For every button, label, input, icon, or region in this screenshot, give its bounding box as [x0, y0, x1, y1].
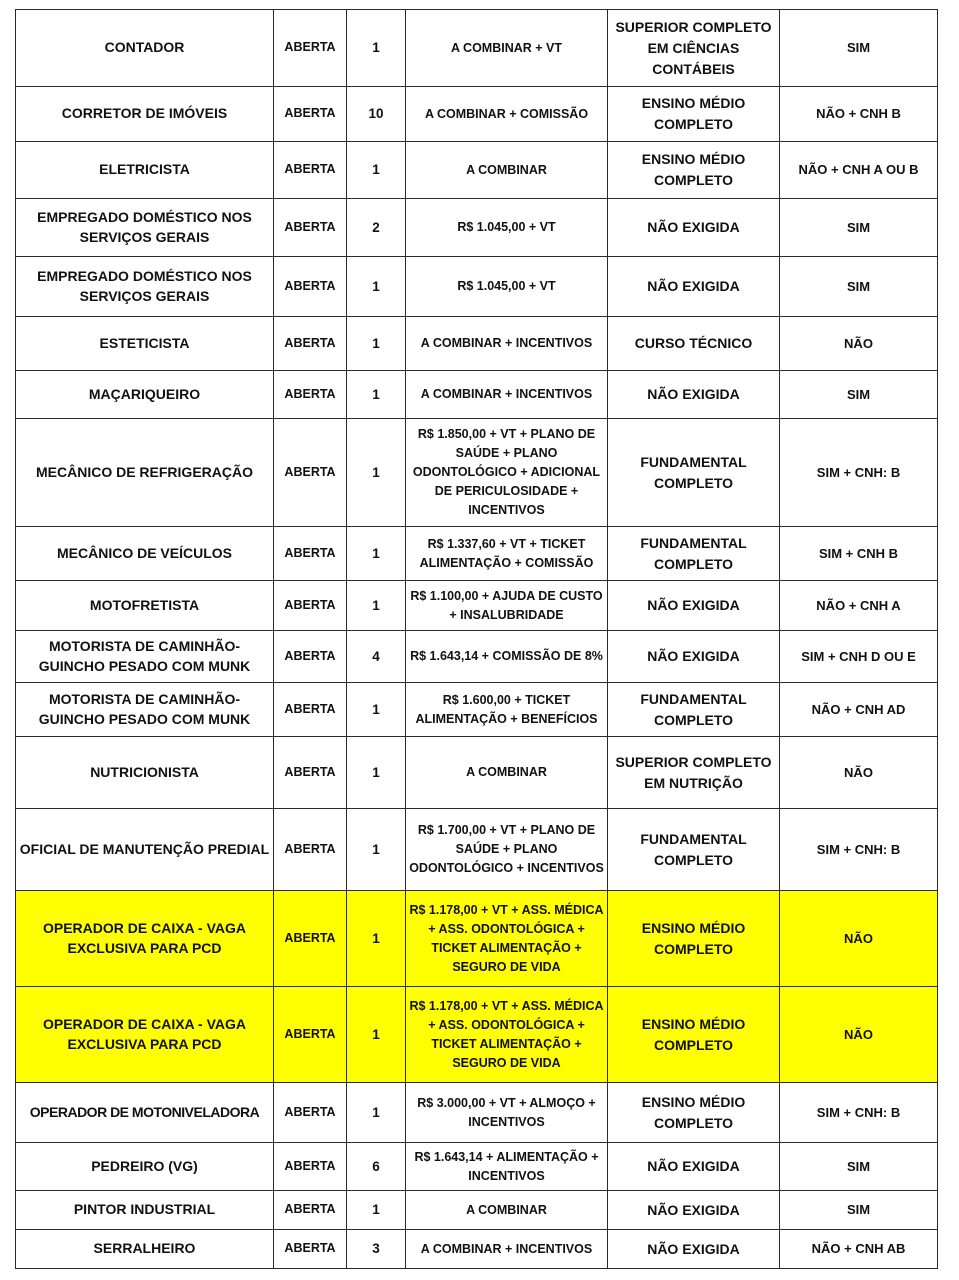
- job-title-cell: MECÂNICO DE REFRIGERAÇÃO: [16, 419, 274, 527]
- openings-count-cell: 10: [347, 87, 406, 142]
- salary-cell: R$ 1.100,00 + AJUDA DE CUSTO + INSALUBRIDADE: [406, 581, 608, 631]
- status-cell: ABERTA: [274, 199, 347, 257]
- openings-count-cell: 2: [347, 199, 406, 257]
- status-cell: ABERTA: [274, 1230, 347, 1269]
- experience-cell: NÃO: [780, 317, 938, 371]
- job-title-cell: PEDREIRO (VG): [16, 1143, 274, 1191]
- table-row: [16, 527, 938, 581]
- openings-count-cell: 1: [347, 581, 406, 631]
- experience-cell: SIM + CNH: B: [780, 1083, 938, 1143]
- education-cell: FUNDAMENTAL COMPLETO: [608, 419, 780, 527]
- openings-count-cell: 1: [347, 891, 406, 987]
- table-row: [16, 1191, 938, 1230]
- experience-cell: NÃO: [780, 737, 938, 809]
- education-cell: NÃO EXIGIDA: [608, 631, 780, 683]
- job-title-cell: EMPREGADO DOMÉSTICO NOS SERVIÇOS GERAIS: [16, 199, 274, 257]
- openings-count-cell: 1: [347, 737, 406, 809]
- education-cell: NÃO EXIGIDA: [608, 257, 780, 317]
- education-cell: ENSINO MÉDIO COMPLETO: [608, 87, 780, 142]
- experience-cell: NÃO + CNH AD: [780, 683, 938, 737]
- salary-cell: A COMBINAR: [406, 737, 608, 809]
- openings-count-cell: 1: [347, 1083, 406, 1143]
- openings-count-cell: 1: [347, 987, 406, 1083]
- experience-cell: SIM: [780, 371, 938, 419]
- education-cell: NÃO EXIGIDA: [608, 1191, 780, 1230]
- status-cell: ABERTA: [274, 527, 347, 581]
- openings-count-cell: 1: [347, 809, 406, 891]
- table-row: [16, 371, 938, 419]
- table-row: [16, 142, 938, 199]
- status-cell: ABERTA: [274, 891, 347, 987]
- openings-count-cell: 1: [347, 10, 406, 87]
- status-cell: ABERTA: [274, 631, 347, 683]
- table-row: [16, 683, 938, 737]
- table-row: [16, 199, 938, 257]
- openings-count-cell: 1: [347, 683, 406, 737]
- job-title-cell: CONTADOR: [16, 10, 274, 87]
- table-row: [16, 1143, 938, 1191]
- experience-cell: NÃO: [780, 987, 938, 1083]
- table-row: [16, 891, 938, 987]
- openings-count-cell: 1: [347, 419, 406, 527]
- openings-count-cell: 6: [347, 1143, 406, 1191]
- status-cell: ABERTA: [274, 10, 347, 87]
- education-cell: NÃO EXIGIDA: [608, 199, 780, 257]
- education-cell: NÃO EXIGIDA: [608, 1230, 780, 1269]
- salary-cell: R$ 3.000,00 + VT + ALMOÇO + INCENTIVOS: [406, 1083, 608, 1143]
- status-cell: ABERTA: [274, 371, 347, 419]
- experience-cell: SIM: [780, 10, 938, 87]
- table-row: [16, 419, 938, 527]
- experience-cell: NÃO + CNH A OU B: [780, 142, 938, 199]
- experience-cell: SIM + CNH: B: [780, 809, 938, 891]
- education-cell: ENSINO MÉDIO COMPLETO: [608, 142, 780, 199]
- education-cell: FUNDAMENTAL COMPLETO: [608, 527, 780, 581]
- job-title-cell: OPERADOR DE MOTONIVELADORA: [16, 1083, 274, 1143]
- job-title-cell: NUTRICIONISTA: [16, 737, 274, 809]
- salary-cell: R$ 1.178,00 + VT + ASS. MÉDICA + ASS. ODONTOLÓGICA + TICKET ALIMENTAÇÃO + SEGURO DE VIDA: [406, 891, 608, 987]
- experience-cell: SIM: [780, 1191, 938, 1230]
- openings-count-cell: 1: [347, 1191, 406, 1230]
- table-row: [16, 87, 938, 142]
- experience-cell: SIM: [780, 257, 938, 317]
- status-cell: ABERTA: [274, 683, 347, 737]
- status-cell: ABERTA: [274, 1083, 347, 1143]
- salary-cell: A COMBINAR + COMISSÃO: [406, 87, 608, 142]
- job-title-cell: MOTORISTA DE CAMINHÃO-GUINCHO PESADO COM MUNK: [16, 631, 274, 683]
- openings-count-cell: 1: [347, 371, 406, 419]
- salary-cell: R$ 1.178,00 + VT + ASS. MÉDICA + ASS. ODONTOLÓGICA + TICKET ALIMENTAÇÃO + SEGURO DE VIDA: [406, 987, 608, 1083]
- education-cell: NÃO EXIGIDA: [608, 581, 780, 631]
- job-title-cell: SERRALHEIRO: [16, 1230, 274, 1269]
- table-row: [16, 317, 938, 371]
- status-cell: ABERTA: [274, 1143, 347, 1191]
- education-cell: FUNDAMENTAL COMPLETO: [608, 683, 780, 737]
- job-title-cell: EMPREGADO DOMÉSTICO NOS SERVIÇOS GERAIS: [16, 257, 274, 317]
- education-cell: CURSO TÉCNICO: [608, 317, 780, 371]
- openings-count-cell: 1: [347, 142, 406, 199]
- table-row: [16, 987, 938, 1083]
- experience-cell: SIM + CNH: B: [780, 419, 938, 527]
- status-cell: ABERTA: [274, 142, 347, 199]
- openings-count-cell: 1: [347, 527, 406, 581]
- table-row: [16, 631, 938, 683]
- job-title-cell: MAÇARIQUEIRO: [16, 371, 274, 419]
- salary-cell: A COMBINAR + INCENTIVOS: [406, 317, 608, 371]
- salary-cell: R$ 1.643,14 + COMISSÃO DE 8%: [406, 631, 608, 683]
- status-cell: ABERTA: [274, 257, 347, 317]
- salary-cell: R$ 1.600,00 + TICKET ALIMENTAÇÃO + BENEFÍCIOS: [406, 683, 608, 737]
- salary-cell: A COMBINAR + INCENTIVOS: [406, 371, 608, 419]
- openings-count-cell: 4: [347, 631, 406, 683]
- experience-cell: NÃO + CNH A: [780, 581, 938, 631]
- experience-cell: NÃO + CNH B: [780, 87, 938, 142]
- status-cell: ABERTA: [274, 737, 347, 809]
- education-cell: NÃO EXIGIDA: [608, 371, 780, 419]
- job-title-cell: OFICIAL DE MANUTENÇÃO PREDIAL: [16, 809, 274, 891]
- openings-count-cell: 3: [347, 1230, 406, 1269]
- table-row: [16, 809, 938, 891]
- experience-cell: SIM + CNH D OU E: [780, 631, 938, 683]
- education-cell: FUNDAMENTAL COMPLETO: [608, 809, 780, 891]
- salary-cell: R$ 1.337,60 + VT + TICKET ALIMENTAÇÃO + COMISSÃO: [406, 527, 608, 581]
- salary-cell: R$ 1.700,00 + VT + PLANO DE SAÚDE + PLANO ODONTOLÓGICO + INCENTIVOS: [406, 809, 608, 891]
- job-title-cell: ELETRICISTA: [16, 142, 274, 199]
- table-row: [16, 581, 938, 631]
- education-cell: SUPERIOR COMPLETO EM NUTRIÇÃO: [608, 737, 780, 809]
- job-title-cell: PINTOR INDUSTRIAL: [16, 1191, 274, 1230]
- job-title-cell: OPERADOR DE CAIXA - VAGA EXCLUSIVA PARA PCD: [16, 987, 274, 1083]
- table-row: [16, 737, 938, 809]
- job-title-cell: OPERADOR DE CAIXA - VAGA EXCLUSIVA PARA PCD: [16, 891, 274, 987]
- job-title-cell: MECÂNICO DE VEÍCULOS: [16, 527, 274, 581]
- salary-cell: R$ 1.643,14 + ALIMENTAÇÃO + INCENTIVOS: [406, 1143, 608, 1191]
- status-cell: ABERTA: [274, 1191, 347, 1230]
- job-title-cell: MOTOFRETISTA: [16, 581, 274, 631]
- education-cell: NÃO EXIGIDA: [608, 1143, 780, 1191]
- salary-cell: R$ 1.045,00 + VT: [406, 257, 608, 317]
- salary-cell: A COMBINAR + INCENTIVOS: [406, 1230, 608, 1269]
- job-title-cell: CORRETOR DE IMÓVEIS: [16, 87, 274, 142]
- table-row: [16, 257, 938, 317]
- job-title-cell: ESTETICISTA: [16, 317, 274, 371]
- table-row: [16, 10, 938, 87]
- status-cell: ABERTA: [274, 419, 347, 527]
- job-openings-table: [15, 9, 938, 1269]
- status-cell: ABERTA: [274, 987, 347, 1083]
- status-cell: ABERTA: [274, 87, 347, 142]
- education-cell: ENSINO MÉDIO COMPLETO: [608, 1083, 780, 1143]
- salary-cell: A COMBINAR: [406, 1191, 608, 1230]
- table-row: [16, 1230, 938, 1269]
- education-cell: SUPERIOR COMPLETO EM CIÊNCIAS CONTÁBEIS: [608, 10, 780, 87]
- salary-cell: A COMBINAR: [406, 142, 608, 199]
- openings-count-cell: 1: [347, 317, 406, 371]
- education-cell: ENSINO MÉDIO COMPLETO: [608, 891, 780, 987]
- status-cell: ABERTA: [274, 317, 347, 371]
- experience-cell: NÃO + CNH AB: [780, 1230, 938, 1269]
- salary-cell: R$ 1.045,00 + VT: [406, 199, 608, 257]
- status-cell: ABERTA: [274, 809, 347, 891]
- job-title-cell: MOTORISTA DE CAMINHÃO-GUINCHO PESADO COM MUNK: [16, 683, 274, 737]
- openings-count-cell: 1: [347, 257, 406, 317]
- education-cell: ENSINO MÉDIO COMPLETO: [608, 987, 780, 1083]
- experience-cell: SIM: [780, 199, 938, 257]
- table-row: [16, 1083, 938, 1143]
- experience-cell: SIM: [780, 1143, 938, 1191]
- experience-cell: SIM + CNH B: [780, 527, 938, 581]
- status-cell: ABERTA: [274, 581, 347, 631]
- experience-cell: NÃO: [780, 891, 938, 987]
- salary-cell: R$ 1.850,00 + VT + PLANO DE SAÚDE + PLANO ODONTOLÓGICO + ADICIONAL DE PERICULOSIDADE + INCENTIVOS: [406, 419, 608, 527]
- salary-cell: A COMBINAR + VT: [406, 10, 608, 87]
